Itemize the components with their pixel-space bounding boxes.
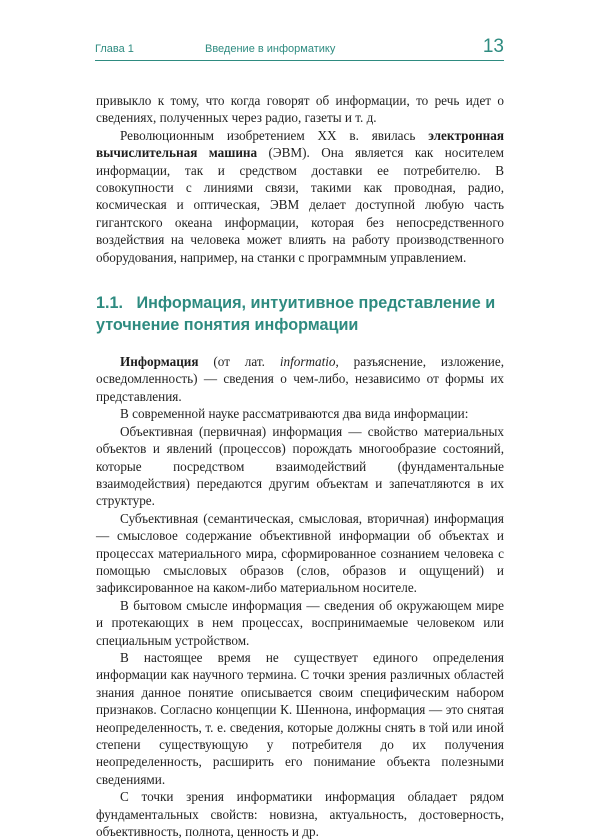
page-number: 13 bbox=[482, 36, 504, 57]
intro-paragraph-1: привыкло к тому, что когда говорят об информации, то речь идет о сведениях, полученных через радио, газеты и т. д. bbox=[96, 93, 504, 126]
intro-p2-text-a: Революционным изобретением XX в. явилась bbox=[120, 127, 429, 143]
page-content bbox=[96, 92, 504, 840]
running-header bbox=[95, 36, 504, 58]
subjective-info-paragraph: Субъективная (семантическая, смысловая, вторичная) информация — смысловое содержание объективной информации об объектах и процессах материального мира, сформированное сознанием человека с помощью смысловых образов (слов, образов и ощущений) и зафиксированное на каком-либо материальном носителе. bbox=[96, 510, 504, 596]
section-number: 1.1. bbox=[96, 294, 124, 313]
definition-term: Информация bbox=[120, 354, 199, 370]
definition-latin: informatio bbox=[279, 354, 336, 370]
intro-paragraph-2 bbox=[96, 127, 504, 266]
running-title: Введение в информатику bbox=[205, 43, 336, 55]
intro-p2-text-b: (ЭВМ). Она является как носителем информации, так и средством доставки ее потребителю. В совокупности с линиями связи, такими как проводная, радио, космическая и оптическая, ЭВМ делает доступной любую часть гигантского океана информации, которая без непосредственного воздействия на человека может влиять на работу производственного оборудования, например, на станки с программным управлением. bbox=[96, 145, 504, 265]
two-kinds-paragraph: В современной науке рассматриваются два вида информации: bbox=[120, 406, 469, 422]
chapter-label: Глава 1 bbox=[95, 43, 134, 55]
section-heading bbox=[96, 292, 504, 336]
header-divider bbox=[95, 60, 504, 61]
definition-text-a: (от лат. bbox=[198, 354, 280, 370]
objective-info-paragraph: Объективная (первичная) информация — свойство материальных объектов и явлений (процессов) порождать многообразие состояний, которые посредством взаимодействий (фундаментальные взаимодействия) передаются другим объектам и запечатляются в их структуре. bbox=[96, 423, 504, 509]
properties-paragraph: С точки зрения информатики информация обладает рядом фундаментальных свойств: новизна, актуальность, достоверность, объективность, полнота, ценность и др. bbox=[96, 789, 504, 840]
section-title-text: Информация, интуитивное представление и уточнение понятия информации bbox=[96, 294, 496, 335]
everyday-info-paragraph: В бытовом смысле информация — сведения об окружающем мире и протекающих в нем процессах, воспринимаемые человеком или специальным устройством. bbox=[96, 597, 504, 648]
intro-p2-term: электронная вычислительная машина bbox=[96, 127, 504, 161]
definition-text-b: , разъяснение, изложение, осведомленность) — сведения о чем-либо, независимо от формы их представления. bbox=[96, 354, 505, 404]
no-definition-paragraph: В настоящее время не существует единого определения информации как научного термина. С точки зрения различных областей знания данное понятие описывается своим специфическим набором признаков. Согласно концепции К. Шеннона, информация — это снятая неопределенность, т. е. сведения, которые должны снять в той или иной степени существующую у потребителя до их получения неопределенность, расширить его понимание объекта полезными сведениями. bbox=[96, 649, 504, 787]
definition-paragraph bbox=[96, 353, 504, 405]
